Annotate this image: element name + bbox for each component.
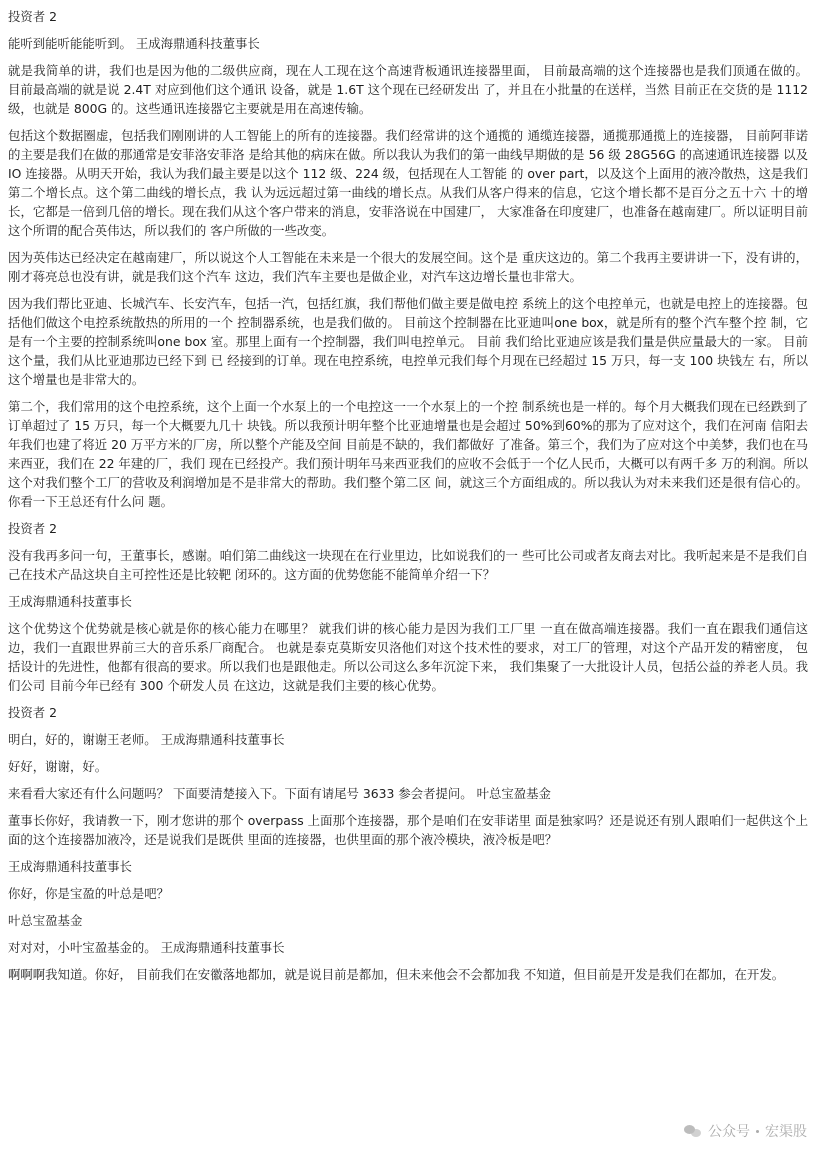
watermark-platform: 公众号 — [708, 1124, 750, 1140]
wechat-watermark — [684, 1121, 807, 1141]
wechat-icon — [684, 1123, 702, 1139]
transcript-paragraph: 能听到能听能能听到。 王成海鼎通科技董事长 — [8, 36, 260, 51]
transcript-paragraph: 好好，谢谢，好。 — [8, 759, 108, 774]
speaker-label: 王成海鼎通科技董事长 — [8, 594, 132, 609]
speaker-label: 叶总宝盈基金 — [8, 913, 83, 928]
transcript-paragraph: 你好，你是宝盈的叶总是吧？ — [8, 886, 170, 901]
transcript-paragraph: 啊啊啊我知道。你好， 目前我们在安徽落地都加，就是说目前是都加，但未来他会不会都加我 不知道，但目前是开发是我们在都加，在开发。 — [8, 967, 785, 982]
separator-dot — [756, 1130, 759, 1133]
transcript-paragraph: 来看看大家还有什么问题吗？ 下面要清楚接入下。下面有请尾号 3633 参会者提问。 叶总宝盈基金 — [8, 786, 551, 801]
transcript-paragraph: 就是我简单的讲，我们也是因为他的二级供应商，现在人工现在这个高速背板通讯连接器里面， 目前最高端的这个连接器也是我们顶通在做的。 目前最高端的就是说 2.4T 对应到他们这个通讯 设备，就是 1.6T 这个现在已经研发出 了，并且在小批量的在送样，当然 目前正在交货的是 1112 级，也就是 800G 的。这些通讯连接器它主要就是用在高速传输。 — [8, 63, 808, 116]
transcript-paragraph: 这个优势这个优势就是核心就是你的核心能力在哪里？ 就我们讲的核心能力是因为我们工厂里 一直在做高端连接器。我们一直在跟我们通信这边，我们一直跟世界前三大的音乐系厂商配合。 也就是泰克莫斯安贝洛他们对这个技术性的要求，对工厂的管理，对这个产品开发的精密度， 包括设计的先进性，他都有很高的要求。所以我们也是跟他走。所以公司这么多年沉淀下来， 我们集聚了一大批设计人员，包括公益的养老人员。我们公司 目前今年已经有 300 个研发人员 在这边，这就是我们主要的核心优势。 — [8, 621, 808, 693]
speaker-label: 投资者 2 — [8, 9, 57, 24]
speaker-label: 王成海鼎通科技董事长 — [8, 859, 132, 874]
transcript-document — [8, 0, 808, 984]
transcript-paragraph: 明白，好的，谢谢王老师。 王成海鼎通科技董事长 — [8, 732, 285, 747]
transcript-paragraph: 董事长你好，我请教一下，刚才您讲的那个 overpass 上面那个连接器，那个是咱们在安菲诺里 面是独家吗？还是说还有别人跟咱们一起供这个上面的这个连接器加液冷，还是说我们是既供 里面的连接器，也供里面的那个液冷模块，液冷板是吧？ — [8, 813, 808, 847]
watermark-account: 宏渠股 — [765, 1124, 807, 1140]
transcript-paragraph: 因为我们帮比亚迪、长城汽车、长安汽车，包括一汽，包括红旗，我们帮他们做主要是做电控 系统上的这个电控单元，也就是电控上的连接器。包括他们做这个电控系统散热的所用的一个 控制器系统，也是我们做的。 目前这个控制器在比亚迪叫one box，就是所有的整个汽车整个控 制，它是有一个主要的控制系统叫one box 室。那里上面有一个控制器，我们叫电控单元。 目前 我们给比亚迪应该是我们量是供应量最大的一家。 目前这个量，我们从比亚迪那边已经下到 已 经接到的订单。现在电控系统，电控单元我们每个月现在已经超过 15 万只，每一支 100 块钱左 右，所以这个增量也是非常大的。 — [8, 296, 808, 387]
transcript-paragraph: 没有我再多问一句，王董事长，感谢。咱们第二曲线这一块现在在行业里边，比如说我们的一 些可比公司或者友商去对比。我听起来是不是我们自 己在技术产品这块自主可控性还是比较靶 闭环的。这方面的优势您能不能简单介绍一下？ — [8, 548, 808, 582]
transcript-paragraph: 第二个，我们常用的这个电控系统，这个上面一个水泵上的一个电控这一一个水泵上的一个控 制系统也是一样的。每个月大概我们现在已经跌到了订单超过了 15 万只，每一个大概要九几十 块钱。所以我预计明年整个比亚迪增量也是会超过 50%到60%的那为了应对这个，我们在河南 信阳去年我们也建了将近 20 万平方米的厂房，所以整个产能及空间 目前是不缺的，我们都做好 了准备。第三个，我们为了应对这个中美梦，我们也在马来西亚，我们在 22 年建的厂，我们 现在已经投产。我们预计明年马来西亚我们的应收不会低于一个亿人民币，大概可以有两千多 万的利润。所以这个对我们整个工厂的营收及利润增加是不是非常大的帮助。我们整个第二区 间，就这三个方面组成的。所以我认为对未来我们还是很有信心的。你看一下王总还有什么问 题。 — [8, 399, 808, 509]
transcript-paragraph: 因为英伟达已经决定在越南建厂，所以说这个人工智能在未来是一个很大的发展空间。这个是 重庆这边的。第二个我再主要讲讲一下，没有讲的，刚才蒋亮总也没有讲，就是我们这个汽车 这边，我们汽车主要也是做企业，对汽车这边增长量也非常大。 — [8, 250, 808, 284]
transcript-paragraph: 对对对，小叶宝盈基金的。 王成海鼎通科技董事长 — [8, 940, 285, 955]
transcript-paragraph: 包括这个数据圈虚，包括我们刚刚讲的人工智能上的所有的连接器。我们经常讲的这个通揽的 通缆连接器，通揽那通揽上的连接器， 目前阿菲诺的主要是我们在做的那通常是安菲洛安菲洛 是给其他的病床在做。所以我认为我们的第一曲线早期做的是 56 级 28G56G 的高速通讯连接器 以及 IO 连接器。从明天开始，我认为我们最主要是以这个 112 级、224 级，包括现在人工智能 的 over part，以及这个上面用的液冷散热，这是我们第二个增长点。这个第二曲线的增长点，我 认为远远超过第一曲线的增长点。从我们从客户得来的信息，它这个增长都不是百分之五十六 十的增长，它都是一倍到几倍的增长。现在我们从这个客户带来的消息，安菲洛说在中国建厂， 大家准备在印度建厂，也准备在越南建厂。所以证明目前这个所谓的配合英伟达，所以我们的 客户所做的一些改变。 — [8, 128, 808, 238]
speaker-label: 投资者 2 — [8, 705, 57, 720]
speaker-label: 投资者 2 — [8, 521, 57, 536]
